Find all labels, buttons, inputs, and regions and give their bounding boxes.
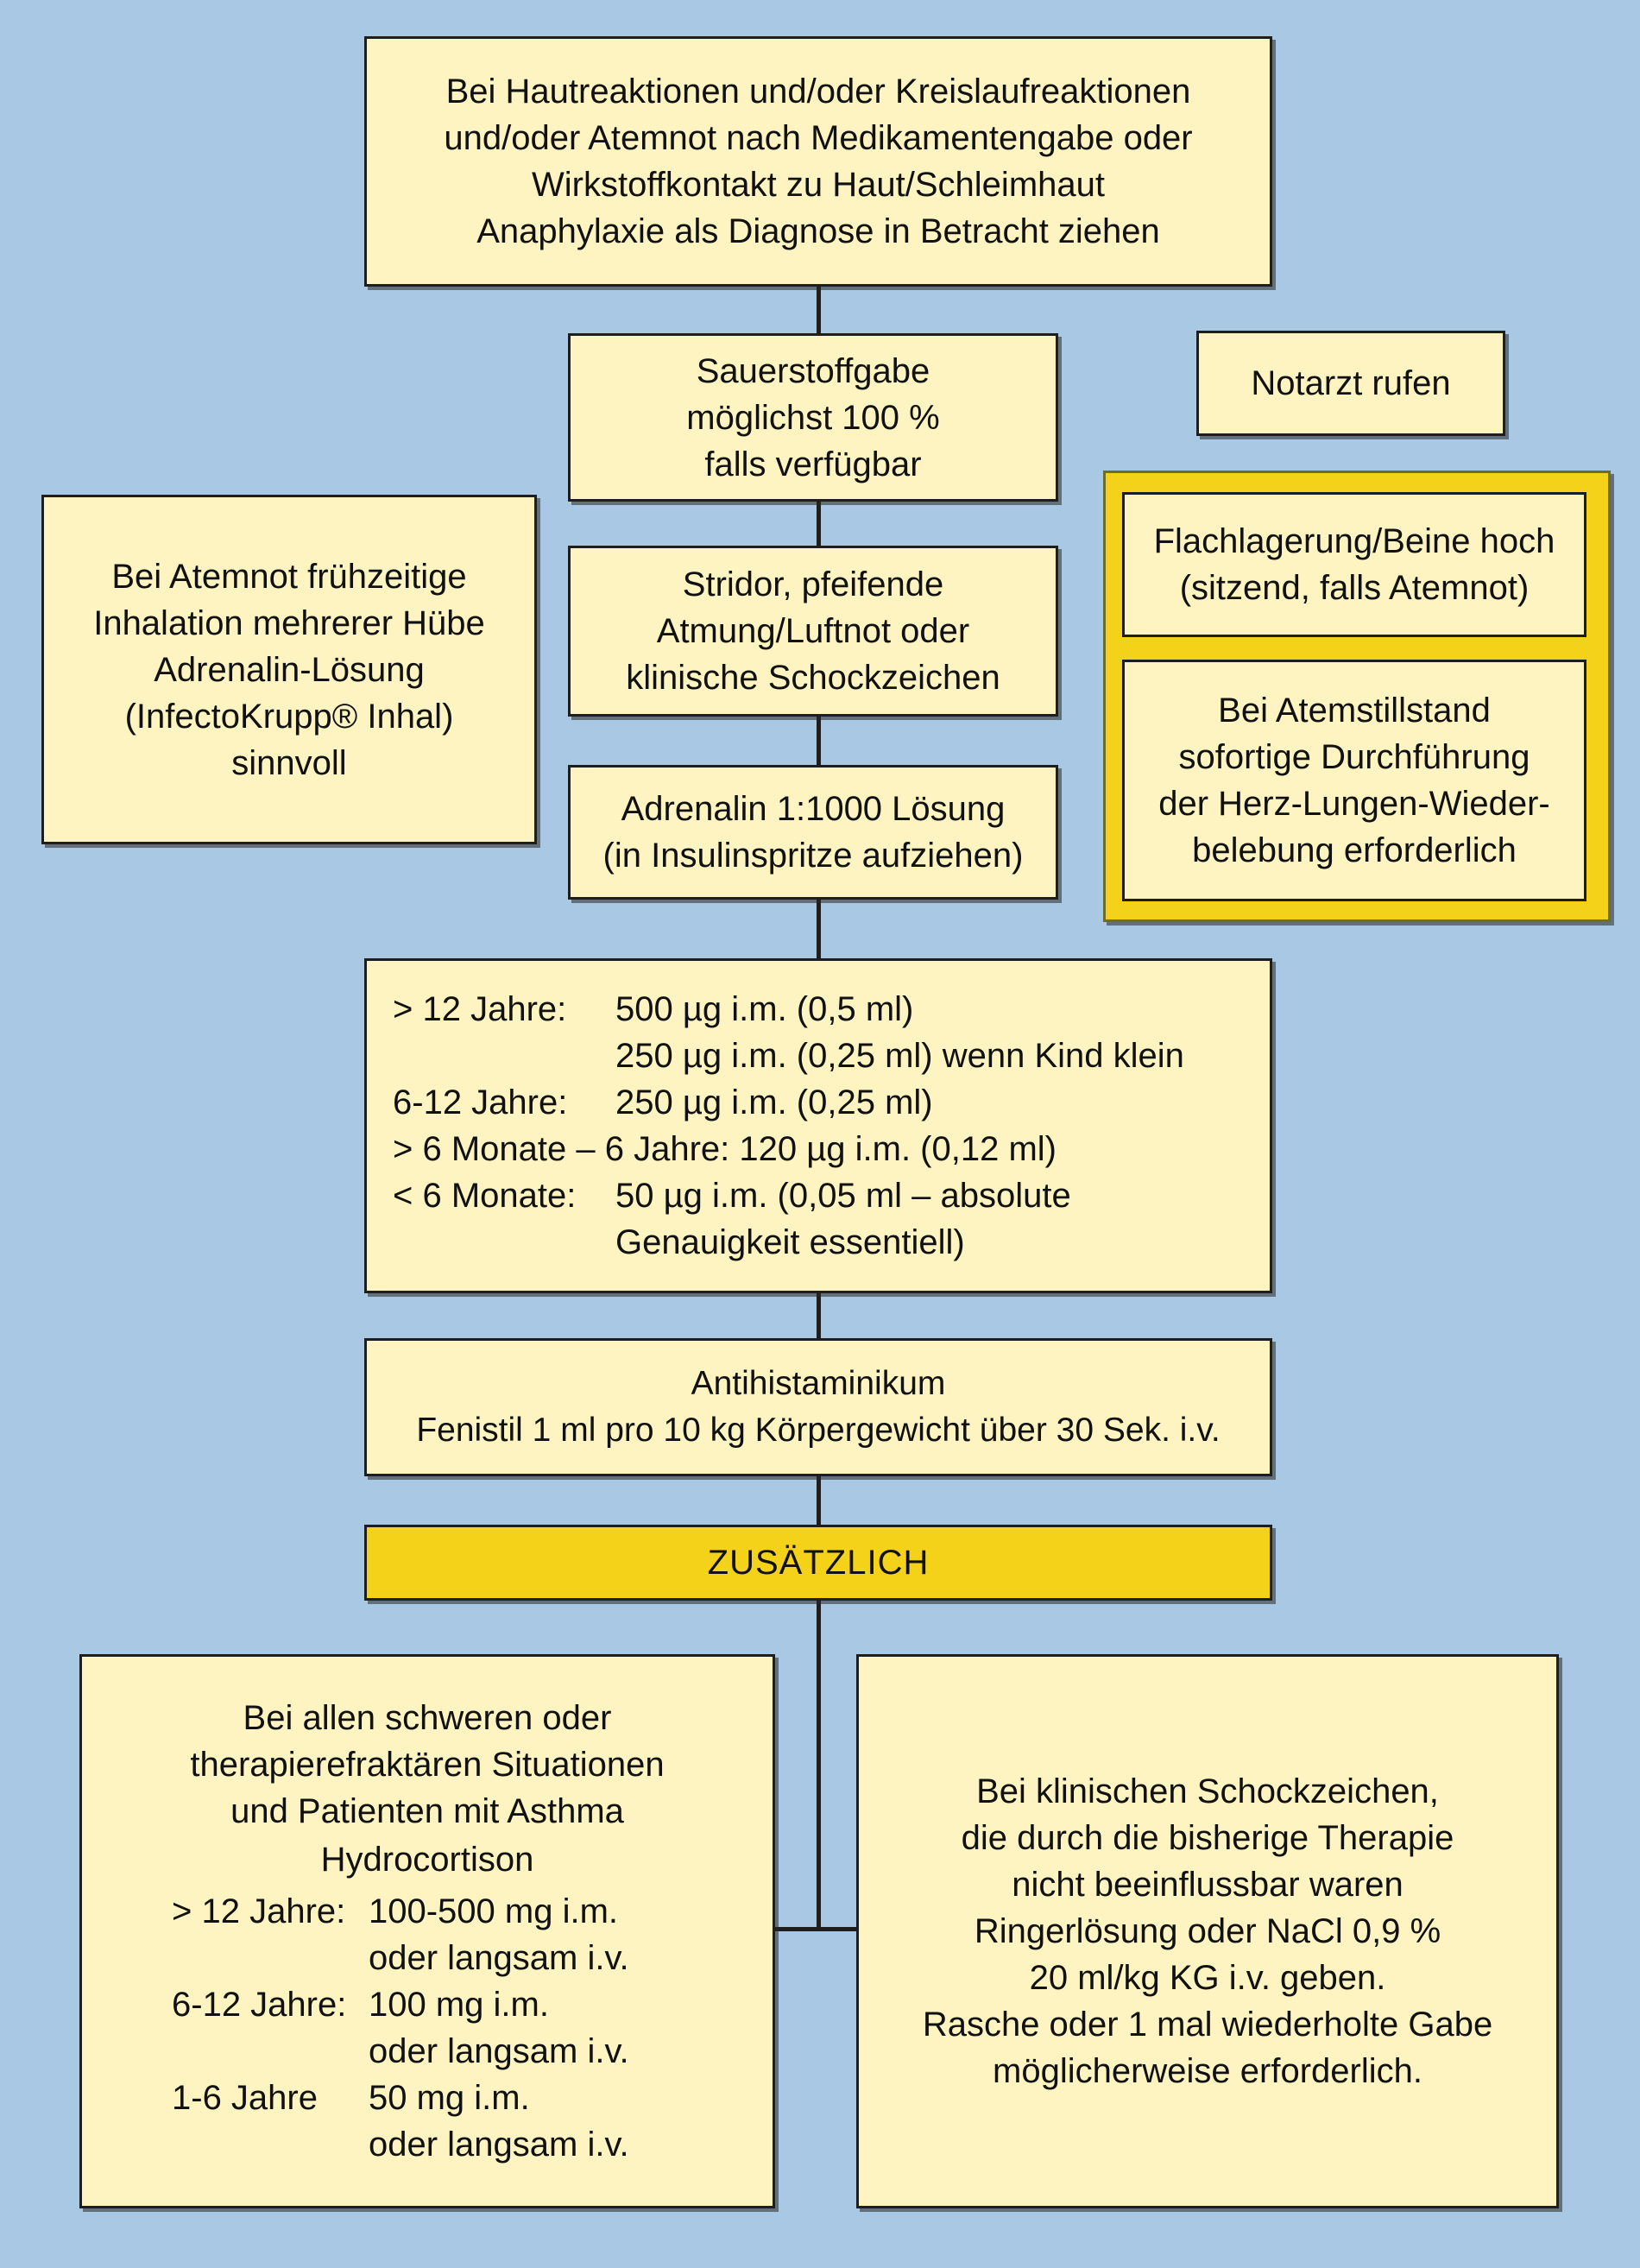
hydrocortison-row <box>82 1981 773 2028</box>
connector-antihistamine-banner <box>817 1475 821 1526</box>
dosage-age <box>393 1033 615 1079</box>
inhalation-line-4: (InfectoKrupp® Inhal) <box>124 697 454 736</box>
dosage-age: 6-12 Jahre: <box>393 1083 568 1121</box>
shock-line-2: die durch die bisherige Therapie <box>961 1819 1454 1857</box>
hydrocortison-box <box>79 1654 775 2208</box>
shock-line-4: Ringerlösung oder NaCl 0,9 % <box>974 1912 1441 1950</box>
hydrocortison-dose: 100 mg i.m. <box>369 1986 549 2024</box>
positioning-line-1: Flachlagerung/Beine hoch <box>1153 522 1555 560</box>
trigger-box <box>364 36 1272 287</box>
positioning-line-2: (sitzend, falls Atemnot) <box>1179 569 1530 607</box>
shock-line-7: möglicherweise erforderlich. <box>993 2052 1422 2090</box>
adrenalin-box <box>568 765 1058 900</box>
stridor-box <box>568 546 1058 717</box>
oxygen-line-3: falls verfügbar <box>704 445 922 483</box>
adrenalin-line-1: Adrenalin 1:1000 Lösung <box>621 790 1006 828</box>
dosage-value: 50 µg i.m. (0,05 ml – absolute <box>615 1177 1071 1215</box>
antihistamine-line-2: Fenistil 1 ml pro 10 kg Körpergewicht über 30 Sek. i.v. <box>416 1412 1221 1449</box>
inhalation-line-1: Bei Atemnot frühzeitige <box>111 557 467 596</box>
notarzt-text: Notarzt rufen <box>1251 364 1451 402</box>
hydrocortison-dose: 50 mg i.m. <box>369 2079 530 2117</box>
positioning-box <box>1122 492 1586 637</box>
dosage-row <box>393 1126 1057 1172</box>
hydrocortison-row <box>82 2028 773 2075</box>
connector-top-oxygen <box>817 285 821 337</box>
dosage-age: < 6 Monate: <box>393 1177 577 1215</box>
connector-stridor-adrenalin <box>817 715 821 768</box>
hydrocortison-intro-2: therapierefraktären Situationen <box>190 1746 665 1784</box>
trigger-line-4: Anaphylaxie als Diagnose in Betracht ziehen <box>476 212 1160 250</box>
inhalation-line-2: Inhalation mehrerer Hübe <box>93 603 485 642</box>
trigger-line-3: Wirkstoffkontakt zu Haut/Schleimhaut <box>532 166 1105 204</box>
hydrocortison-drug: Hydrocortison <box>320 1841 534 1879</box>
hydrocortison-row <box>82 2075 773 2121</box>
antihistamine-box <box>364 1338 1272 1476</box>
shock-line-3: nicht beeinflussbar waren <box>1012 1866 1403 1904</box>
hydrocortison-age: 1-6 Jahre <box>172 2079 318 2117</box>
additional-banner-text: ZUSÄTZLICH <box>707 1543 930 1582</box>
connector-oxygen-stridor <box>817 499 821 549</box>
dosage-age <box>393 1219 615 1266</box>
dosage-row <box>393 1033 1184 1079</box>
hydrocortison-age: > 12 Jahre: <box>172 1892 346 1930</box>
dosage-row <box>393 986 913 1033</box>
hydrocortison-age <box>82 2028 369 2075</box>
inhalation-line-3: Adrenalin-Lösung <box>154 650 425 689</box>
inhalation-line-5: sinnvoll <box>231 743 347 782</box>
inhalation-box <box>41 495 537 844</box>
dosage-row <box>393 1219 965 1266</box>
connector-adrenalin-dosage <box>817 898 821 962</box>
dosage-row <box>393 1079 933 1126</box>
cpr-line-1: Bei Atemstillstand <box>1218 692 1491 730</box>
hydrocortison-dose: oder langsam i.v. <box>369 2126 629 2164</box>
cpr-line-3: der Herz-Lungen-Wieder- <box>1158 785 1550 823</box>
trigger-line-1: Bei Hautreaktionen und/oder Kreislaufreaktionen <box>445 73 1191 111</box>
cpr-box <box>1122 660 1586 901</box>
trigger-line-2: und/oder Atemnot nach Medikamentengabe oder <box>444 119 1193 157</box>
dosage-value: 250 µg i.m. (0,25 ml) <box>615 1083 933 1121</box>
hydrocortison-row <box>82 2121 773 2168</box>
hydrocortison-age <box>82 1935 369 1981</box>
stridor-line-3: klinische Schockzeichen <box>626 659 1000 697</box>
oxygen-box <box>568 333 1058 502</box>
cpr-line-2: sofortige Durchführung <box>1178 738 1530 776</box>
shock-line-5: 20 ml/kg KG i.v. geben. <box>1029 1959 1386 1997</box>
hydrocortison-row <box>82 1888 773 1935</box>
connector-banner-bottom <box>817 1599 821 1929</box>
dosage-age: > 12 Jahre: <box>393 990 567 1028</box>
oxygen-line-1: Sauerstoffgabe <box>696 351 930 390</box>
stridor-line-1: Stridor, pfeifende <box>682 565 944 603</box>
connector-dosage-antihistamine <box>817 1292 821 1342</box>
dosage-value: Genauigkeit essentiell) <box>615 1223 965 1261</box>
stridor-line-2: Atmung/Luftnot oder <box>656 612 970 650</box>
adrenalin-line-2: (in Insulinspritze aufziehen) <box>602 837 1024 875</box>
additional-banner <box>364 1525 1272 1601</box>
connector-bottom-split <box>773 1927 860 1931</box>
cpr-line-4: belebung erforderlich <box>1192 831 1517 869</box>
dosage-age: > 6 Monate – 6 Jahre: 120 µg i.m. (0,12 ml) <box>393 1130 1057 1168</box>
hydrocortison-dose: oder langsam i.v. <box>369 2032 629 2070</box>
hydrocortison-age: 6-12 Jahre: <box>172 1986 347 2024</box>
hydrocortison-intro-1: Bei allen schweren oder <box>243 1699 612 1737</box>
hydrocortison-dose: oder langsam i.v. <box>369 1939 629 1977</box>
shock-line-6: Rasche oder 1 mal wiederholte Gabe <box>922 2006 1493 2044</box>
shock-line-1: Bei klinischen Schockzeichen, <box>976 1772 1439 1810</box>
oxygen-line-2: möglichst 100 % <box>686 398 940 437</box>
dosage-value: 500 µg i.m. (0,5 ml) <box>615 990 914 1028</box>
antihistamine-line-1: Antihistaminikum <box>691 1365 946 1402</box>
hydrocortison-row <box>82 1935 773 1981</box>
hydrocortison-dose: 100-500 mg i.m. <box>369 1892 619 1930</box>
call-emergency-doctor-box <box>1196 331 1505 436</box>
hydrocortison-intro-3: und Patienten mit Asthma <box>230 1792 624 1830</box>
hydrocortison-age <box>82 2121 369 2168</box>
shock-box <box>856 1654 1559 2208</box>
dosage-box <box>364 958 1272 1293</box>
dosage-value: 250 µg i.m. (0,25 ml) wenn Kind klein <box>615 1037 1184 1075</box>
dosage-row <box>393 1172 1071 1219</box>
